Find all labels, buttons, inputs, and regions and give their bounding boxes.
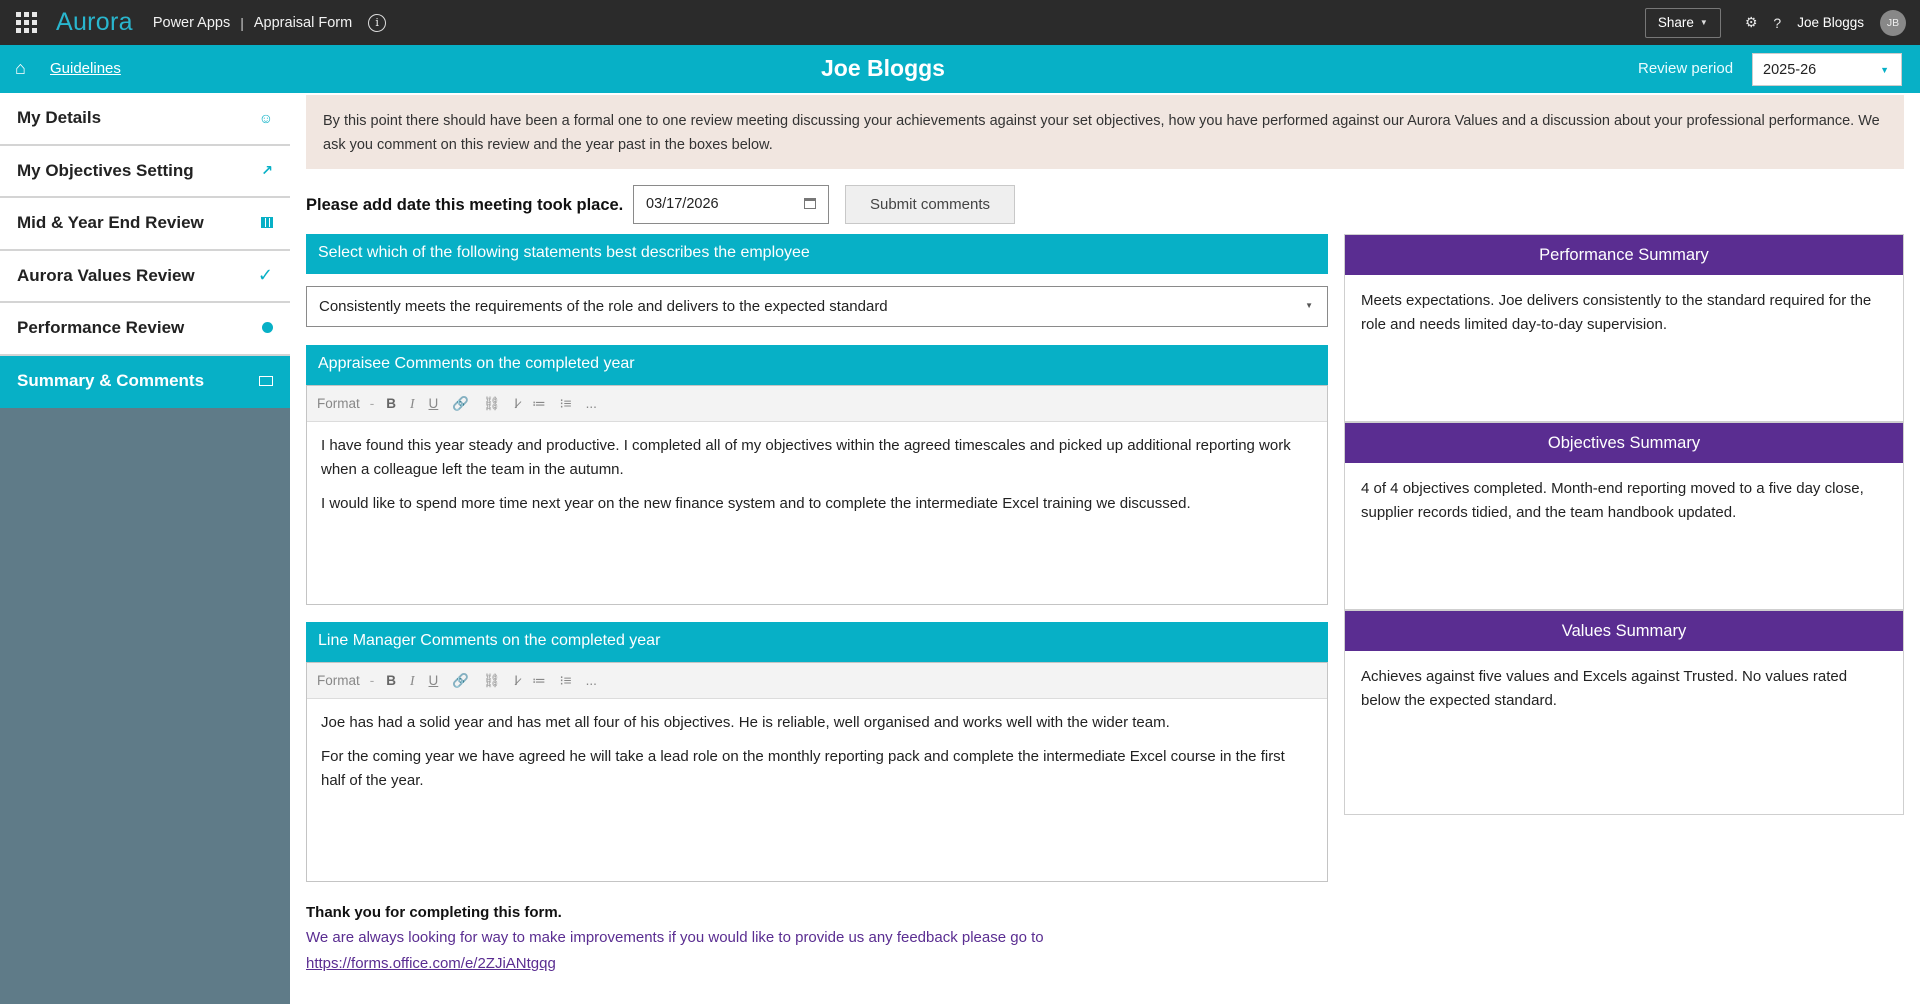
- meeting-date-label: Please add date this meeting took place.: [306, 196, 624, 214]
- user-name[interactable]: Joe Bloggs: [1797, 15, 1864, 30]
- square-icon: [259, 373, 273, 389]
- sidebar-item-label: My Objectives Setting: [17, 160, 194, 180]
- top-bar: [0, 0, 1920, 45]
- bullet-list-icon[interactable]: ≔: [531, 395, 546, 411]
- appraisee-comments-editor[interactable]: [306, 385, 1328, 605]
- statement-heading: Select which of the following statements best describes the employee: [306, 234, 1328, 274]
- sidebar-item-label: Aurora Values Review: [17, 265, 195, 285]
- toolbar-separator: -: [369, 673, 375, 688]
- sidebar-item-performance-review[interactable]: [0, 303, 290, 356]
- sidebar: [0, 93, 290, 1004]
- performance-summary-heading: Performance Summary: [1345, 235, 1903, 275]
- paragraph: For the coming year we have agreed he will take a lead role on the monthly reporting pack and complete the intermediate Excel course in the first half of the year.: [321, 748, 1285, 789]
- statement-dropdown[interactable]: [306, 286, 1328, 327]
- check-icon: ✓: [257, 265, 273, 286]
- submit-comments-button[interactable]: Submit comments: [845, 185, 1015, 224]
- chevron-down-icon: ▼: [1305, 301, 1313, 310]
- manager-comments-text[interactable]: [307, 699, 1327, 815]
- unlink-icon[interactable]: ⛓: [483, 395, 501, 411]
- appraisee-heading: Appraisee Comments on the completed year: [306, 345, 1328, 385]
- settings-icon[interactable]: ⚙: [1744, 14, 1758, 30]
- manager-heading: Line Manager Comments on the completed year: [306, 622, 1328, 662]
- sidebar-item-objectives-setting[interactable]: [0, 146, 290, 199]
- numbered-list-icon[interactable]: ⁝≡: [559, 672, 572, 688]
- paragraph: Joe has had a solid year and has met all four of his objectives. He is reliable, well organised and works well with the wider team.: [321, 714, 1170, 731]
- rich-text-toolbar: [307, 663, 1327, 699]
- values-summary-heading: Values Summary: [1345, 611, 1903, 651]
- format-dropdown[interactable]: Format: [317, 673, 360, 688]
- italic-icon[interactable]: I: [410, 395, 415, 411]
- calendar-icon[interactable]: [804, 198, 816, 209]
- chevron-down-icon: ▼: [1699, 18, 1708, 27]
- values-summary-text: Achieves against five values and Excels against Trusted. No values rated below the expected standard.: [1361, 668, 1848, 709]
- appraisee-comments-text[interactable]: [307, 422, 1327, 538]
- manager-comments-editor[interactable]: [306, 662, 1328, 882]
- sidebar-item-values-review[interactable]: [0, 251, 290, 304]
- share-label: Share: [1657, 15, 1694, 30]
- bullet-list-icon[interactable]: ≔: [531, 672, 546, 688]
- sidebar-item-summary-comments[interactable]: [0, 356, 290, 409]
- bold-icon[interactable]: B: [386, 396, 397, 411]
- app-launcher-icon[interactable]: [14, 11, 38, 35]
- sidebar-item-label: Mid & Year End Review: [17, 213, 204, 233]
- home-icon[interactable]: ⌂: [15, 58, 26, 78]
- link-icon[interactable]: 🔗: [452, 672, 470, 688]
- clear-format-icon[interactable]: I̷: [514, 396, 518, 411]
- feedback-link[interactable]: https://forms.office.com/e/2ZJiANtgqg: [306, 955, 556, 972]
- form-name: Appraisal Form: [253, 14, 353, 31]
- help-icon[interactable]: ?: [1773, 14, 1782, 31]
- statement-selected-value: Consistently meets the requirements of the role and delivers to the expected standard: [319, 298, 888, 315]
- app-name: Power Apps: [152, 14, 231, 31]
- bold-icon[interactable]: B: [386, 673, 397, 688]
- review-notice: By this point there should have been a formal one to one review meeting discussing your achievements against your set objectives, how you have performed against our Aurora Values and a discussion about your professional performance. We ask you comment on this review and the year past in the boxes below.: [306, 95, 1904, 169]
- values-summary-card: [1344, 610, 1904, 815]
- avatar[interactable]: JB: [1880, 10, 1906, 36]
- sidebar-item-my-details[interactable]: [0, 93, 290, 146]
- brand-logo: Aurora: [56, 8, 133, 36]
- sidebar-item-label: My Details: [17, 108, 102, 128]
- sidebar-item-label: Summary & Comments: [17, 370, 205, 390]
- meeting-date-field[interactable]: [633, 185, 829, 224]
- dot-icon: [262, 320, 273, 336]
- smile-icon: ☺: [258, 110, 273, 127]
- chevron-down-icon: ▼: [1880, 65, 1889, 75]
- more-icon[interactable]: ...: [585, 673, 597, 688]
- underline-icon[interactable]: U: [428, 673, 439, 688]
- more-icon[interactable]: ...: [585, 396, 597, 411]
- info-icon[interactable]: i: [368, 14, 386, 32]
- performance-summary-text: Meets expectations. Joe delivers consistently to the standard required for the role and needs limited day-to-day supervision.: [1361, 292, 1872, 333]
- feedback-text: We are always looking for way to make improvements if you would like to provide us any feedback please go to: [306, 929, 1044, 946]
- arrow-icon: ↗: [261, 162, 273, 179]
- thank-you-text: Thank you for completing this form.: [306, 904, 562, 921]
- italic-icon[interactable]: I: [410, 672, 415, 688]
- unlink-icon[interactable]: ⛓: [483, 672, 501, 688]
- format-dropdown[interactable]: Format: [317, 396, 360, 411]
- rich-text-toolbar: [307, 386, 1327, 422]
- topbar-actions: [1645, 8, 1906, 38]
- objectives-summary-heading: Objectives Summary: [1345, 423, 1903, 463]
- review-period-label: Review period: [1638, 60, 1734, 77]
- toolbar-separator: -: [369, 396, 375, 411]
- numbered-list-icon[interactable]: ⁝≡: [559, 395, 572, 411]
- underline-icon[interactable]: U: [428, 396, 439, 411]
- link-icon[interactable]: 🔗: [452, 395, 470, 411]
- page-title: Joe Bloggs: [821, 55, 945, 81]
- guidelines-link[interactable]: Guidelines: [50, 60, 121, 77]
- objectives-summary-card: [1344, 422, 1904, 610]
- share-button[interactable]: [1645, 8, 1721, 38]
- review-period-value: 2025-26: [1763, 62, 1817, 78]
- sidebar-item-mid-year-end-review[interactable]: [0, 198, 290, 251]
- performance-summary-card: [1344, 234, 1904, 422]
- header-band: [0, 45, 1920, 93]
- review-period-dropdown[interactable]: [1752, 53, 1902, 86]
- grid-icon: [261, 215, 273, 231]
- meeting-date-value: 03/17/2026: [646, 196, 719, 212]
- paragraph: I have found this year steady and productive. I completed all of my objectives within the agreed timescales and picked up additional reporting work when a colleague left the team in the autumn.: [321, 437, 1291, 478]
- sidebar-item-label: Performance Review: [17, 318, 185, 338]
- paragraph: I would like to spend more time next year on the new finance system and to complete the intermediate Excel training we discussed.: [321, 495, 1191, 512]
- clear-format-icon[interactable]: I̷: [514, 673, 518, 688]
- objectives-summary-text: 4 of 4 objectives completed. Month-end reporting moved to a five day close, supplier records tidied, and the team handbook updated.: [1361, 480, 1864, 521]
- title-separator: |: [240, 14, 244, 31]
